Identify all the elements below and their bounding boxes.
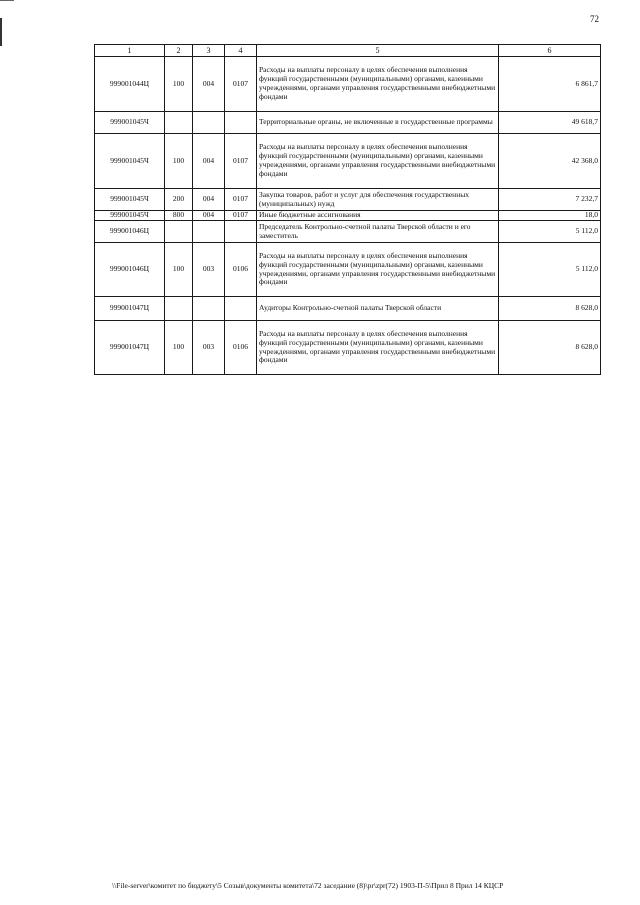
description-cell: Расходы на выплаты персоналу в целях обеспечения выполнения функций государственными (муниципальными) органами, казенными учреждениями, органами управления государственными внебюджетными фондами	[257, 243, 499, 297]
table-row	[95, 321, 601, 375]
budget-table	[94, 44, 601, 375]
section-cell	[193, 221, 225, 243]
header-col-1: 1	[95, 45, 165, 57]
expense-type-cell: 200	[165, 189, 193, 211]
amount-cell: 49 618,7	[499, 112, 601, 134]
target-code-cell: 999001046Ц	[95, 243, 165, 297]
description-cell: Территориальные органы, не включенные в государственные программы	[257, 112, 499, 134]
subsection-cell: 0107	[225, 211, 257, 221]
table-header-row	[95, 45, 601, 57]
table-row	[95, 221, 601, 243]
header-col-3: 3	[193, 45, 225, 57]
table-row	[95, 243, 601, 297]
description-cell: Расходы на выплаты персоналу в целях обеспечения выполнения функций государственными (муниципальными) органами, казенными учреждениями, органами управления государственными внебюджетными фондами	[257, 134, 499, 189]
expense-type-cell	[165, 221, 193, 243]
description-cell: Расходы на выплаты персоналу в целях обеспечения выполнения функций государственными (муниципальными) органами, казенными учреждениями, органами управления государственными внебюджетными фондами	[257, 57, 499, 112]
section-cell: 004	[193, 134, 225, 189]
subsection-cell: 0106	[225, 321, 257, 375]
section-cell: 004	[193, 211, 225, 221]
table-row	[95, 297, 601, 321]
subsection-cell: 0107	[225, 57, 257, 112]
table-row	[95, 134, 601, 189]
target-code-cell: 999001047Ц	[95, 297, 165, 321]
section-cell: 004	[193, 57, 225, 112]
target-code-cell: 999001045Ч	[95, 134, 165, 189]
amount-cell: 5 112,0	[499, 243, 601, 297]
description-cell: Закупка товаров, работ и услуг для обеспечения государственных (муниципальных) нужд	[257, 189, 499, 211]
subsection-cell	[225, 221, 257, 243]
expense-type-cell: 100	[165, 57, 193, 112]
description-cell: Председатель Контрольно-счетной палаты Тверской области и его заместитель	[257, 221, 499, 243]
subsection-cell: 0106	[225, 243, 257, 297]
header-col-5: 5	[257, 45, 499, 57]
page-number: 72	[590, 14, 599, 24]
header-col-2: 2	[165, 45, 193, 57]
description-cell: Аудиторы Контрольно-счетной палаты Тверской области	[257, 297, 499, 321]
expense-type-cell: 100	[165, 243, 193, 297]
section-cell	[193, 112, 225, 134]
section-cell: 003	[193, 243, 225, 297]
target-code-cell: 999001045Ч	[95, 189, 165, 211]
subsection-cell: 0107	[225, 189, 257, 211]
expense-type-cell	[165, 112, 193, 134]
footer-file-path: \\File-server\комитет по бюджету\5 Созыв\документы комитета\72 заседание (8)\pr\zpr(72) 1903-П-5\Прил 8 Прил 14 КЦСР	[112, 881, 504, 890]
subsection-cell: 0107	[225, 134, 257, 189]
section-cell	[193, 297, 225, 321]
amount-cell: 8 628,0	[499, 321, 601, 375]
subsection-cell	[225, 112, 257, 134]
amount-cell: 5 112,0	[499, 221, 601, 243]
target-code-cell: 999001047Ц	[95, 321, 165, 375]
scan-margin-mark	[0, 18, 2, 46]
amount-cell: 8 628,0	[499, 297, 601, 321]
table-row	[95, 211, 601, 221]
expense-type-cell: 100	[165, 321, 193, 375]
table-row	[95, 57, 601, 112]
expense-type-cell: 800	[165, 211, 193, 221]
description-cell: Иные бюджетные ассигнования	[257, 211, 499, 221]
scan-edge-mark	[0, 0, 14, 1]
expense-type-cell	[165, 297, 193, 321]
table-row	[95, 189, 601, 211]
header-col-6: 6	[499, 45, 601, 57]
amount-cell: 7 232,7	[499, 189, 601, 211]
expense-type-cell: 100	[165, 134, 193, 189]
description-cell: Расходы на выплаты персоналу в целях обеспечения выполнения функций государственными (муниципальными) органами, казенными учреждениями, органами управления государственными внебюджетными фондами	[257, 321, 499, 375]
target-code-cell: 999001045Ч	[95, 211, 165, 221]
subsection-cell	[225, 297, 257, 321]
target-code-cell: 999001045Ч	[95, 112, 165, 134]
target-code-cell: 999001046Ц	[95, 221, 165, 243]
header-col-4: 4	[225, 45, 257, 57]
section-cell: 004	[193, 189, 225, 211]
section-cell: 003	[193, 321, 225, 375]
amount-cell: 18,0	[499, 211, 601, 221]
target-code-cell: 999001044Ц	[95, 57, 165, 112]
table-row	[95, 112, 601, 134]
amount-cell: 42 368,0	[499, 134, 601, 189]
amount-cell: 6 861,7	[499, 57, 601, 112]
